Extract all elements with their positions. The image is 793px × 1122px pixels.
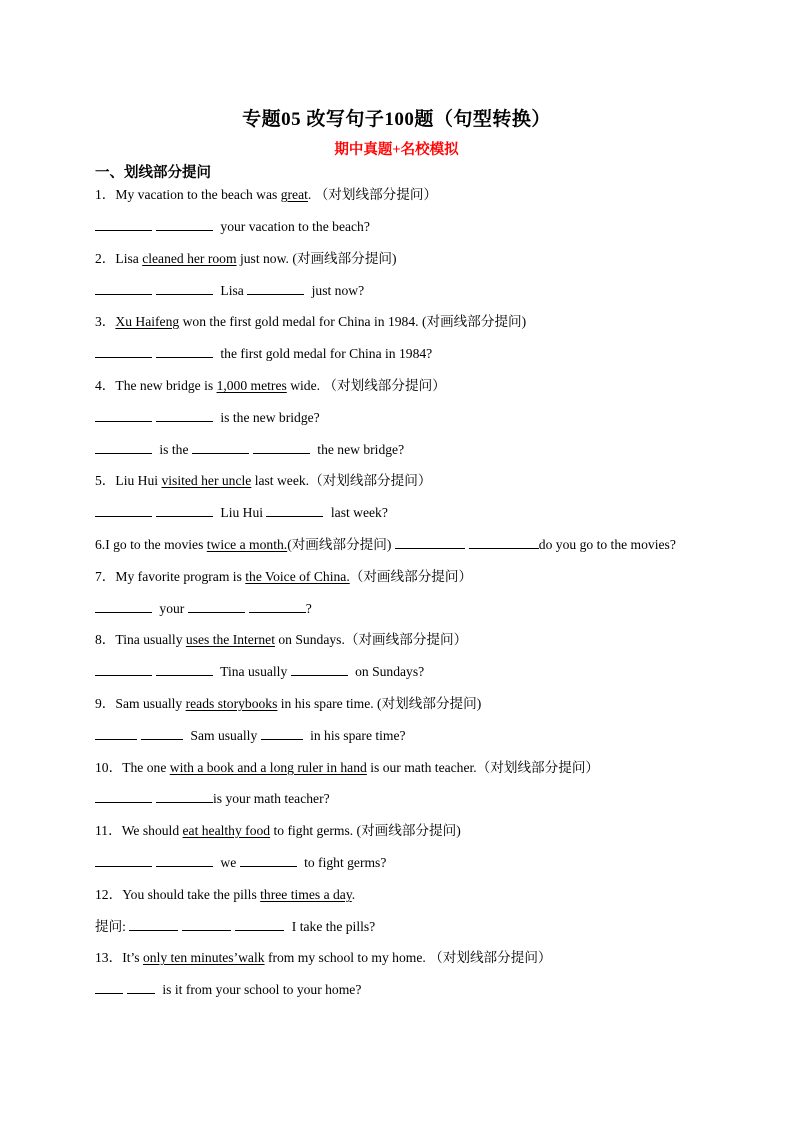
answer-blank[interactable] xyxy=(395,536,465,549)
answer-blank[interactable] xyxy=(261,727,303,740)
question-1: 1．My vacation to the beach was great. （对划线部分提问） xyxy=(95,187,438,202)
answer-4a: is the new bridge? xyxy=(95,409,320,427)
page-title: 专题05 改写句子100题（句型转换） xyxy=(242,109,551,130)
underlined-part: twice a month. xyxy=(206,537,288,552)
answer-blank[interactable] xyxy=(95,663,152,676)
answer-blank[interactable] xyxy=(156,409,213,422)
underlined-part: cleaned her room xyxy=(142,251,237,266)
answer-blank[interactable] xyxy=(156,218,213,231)
answer-blank[interactable] xyxy=(156,345,213,358)
question-2: 2．Lisa cleaned her room just now. (对画线部分提问) xyxy=(95,251,397,266)
answer-blank[interactable] xyxy=(141,727,183,740)
answer-blank[interactable] xyxy=(188,600,245,613)
answer-blank[interactable] xyxy=(156,663,213,676)
answer-blank[interactable] xyxy=(129,918,178,931)
question-11: 11．We should eat healthy food to fight germs. (对画线部分提问) xyxy=(95,823,461,838)
answer-blank[interactable] xyxy=(127,981,155,994)
question-3: 3．Xu Haifeng won the first gold medal for China in 1984. (对画线部分提问) xyxy=(95,314,527,329)
underlined-part: with a book and a long ruler in hand xyxy=(169,760,367,775)
answer-5: Liu Hui last week? xyxy=(95,504,388,522)
answer-3: the first gold medal for China in 1984? xyxy=(95,345,432,363)
answer-2: Lisa just now? xyxy=(95,282,364,300)
answer-blank[interactable] xyxy=(95,409,152,422)
answer-blank[interactable] xyxy=(95,504,152,517)
answer-7: your ? xyxy=(95,600,312,618)
answer-blank[interactable] xyxy=(240,854,297,867)
answer-blank[interactable] xyxy=(156,854,213,867)
page-subtitle: 期中真题+名校模拟 xyxy=(334,142,459,158)
answer-blank[interactable] xyxy=(156,790,213,803)
answer-blank[interactable] xyxy=(253,441,310,454)
answer-blank[interactable] xyxy=(95,282,152,295)
answer-blank[interactable] xyxy=(156,504,213,517)
answer-10: is your math teacher? xyxy=(95,790,330,808)
question-7: 7．My favorite program is the Voice of China.（对画线部分提问） xyxy=(95,569,473,584)
answer-blank[interactable] xyxy=(182,918,231,931)
underlined-part: reads storybooks xyxy=(185,696,278,711)
answer-blank[interactable] xyxy=(192,441,249,454)
underlined-part: uses the Internet xyxy=(185,632,275,647)
answer-blank[interactable] xyxy=(95,345,152,358)
underlined-part: 1,000 metres xyxy=(216,378,287,393)
answer-blank[interactable] xyxy=(235,918,284,931)
question-4: 4．The new bridge is 1,000 metres wide. （对划线部分提问） xyxy=(95,378,446,393)
question-6: 6.I go to the movies twice a month.(对画线部分提问) do you go to the movies? xyxy=(95,537,676,552)
answer-1: your vacation to the beach? xyxy=(95,218,370,236)
underlined-part: the Voice of China. xyxy=(245,569,350,584)
underlined-part: great xyxy=(280,187,308,202)
question-9: 9．Sam usually reads storybooks in his spare time. (对划线部分提问) xyxy=(95,696,482,711)
answer-blank[interactable] xyxy=(95,790,152,803)
question-12: 12．You should take the pills three times a day. xyxy=(95,887,356,902)
underlined-part: only ten minutes’walk xyxy=(142,950,265,965)
answer-12: 提问: I take the pills? xyxy=(95,919,376,934)
answer-blank[interactable] xyxy=(266,504,323,517)
answer-blank[interactable] xyxy=(247,282,304,295)
answer-9: Sam usually in his spare time? xyxy=(95,727,406,745)
question-10: 10．The one with a book and a long ruler in hand is our math teacher.（对划线部分提问） xyxy=(95,760,600,775)
underlined-part: Xu Haifeng xyxy=(115,314,180,329)
underlined-part: visited her uncle xyxy=(161,473,252,488)
answer-blank[interactable] xyxy=(95,854,152,867)
answer-11: we to fight germs? xyxy=(95,854,386,872)
answer-4b: is the the new bridge? xyxy=(95,441,404,459)
answer-blank[interactable] xyxy=(469,536,539,549)
answer-blank[interactable] xyxy=(95,218,152,231)
answer-blank[interactable] xyxy=(95,441,152,454)
section-heading: 一、划线部分提问 xyxy=(95,165,211,181)
question-13: 13．It’s only ten minutes’walk from my school to my home. （对划线部分提问） xyxy=(95,950,552,965)
answer-blank[interactable] xyxy=(95,981,123,994)
answer-blank[interactable] xyxy=(156,282,213,295)
answer-8: Tina usually on Sundays? xyxy=(95,663,424,681)
underlined-part: eat healthy food xyxy=(182,823,271,838)
answer-13: is it from your school to your home? xyxy=(95,981,361,999)
answer-blank[interactable] xyxy=(95,727,137,740)
answer-blank[interactable] xyxy=(95,600,152,613)
question-8: 8．Tina usually uses the Internet on Sundays.（对画线部分提问） xyxy=(95,632,468,647)
underlined-part: three times a day xyxy=(260,887,352,902)
question-5: 5．Liu Hui visited her uncle last week.（对划线部分提问） xyxy=(95,473,432,488)
answer-blank[interactable] xyxy=(291,663,348,676)
answer-blank[interactable] xyxy=(249,600,306,613)
